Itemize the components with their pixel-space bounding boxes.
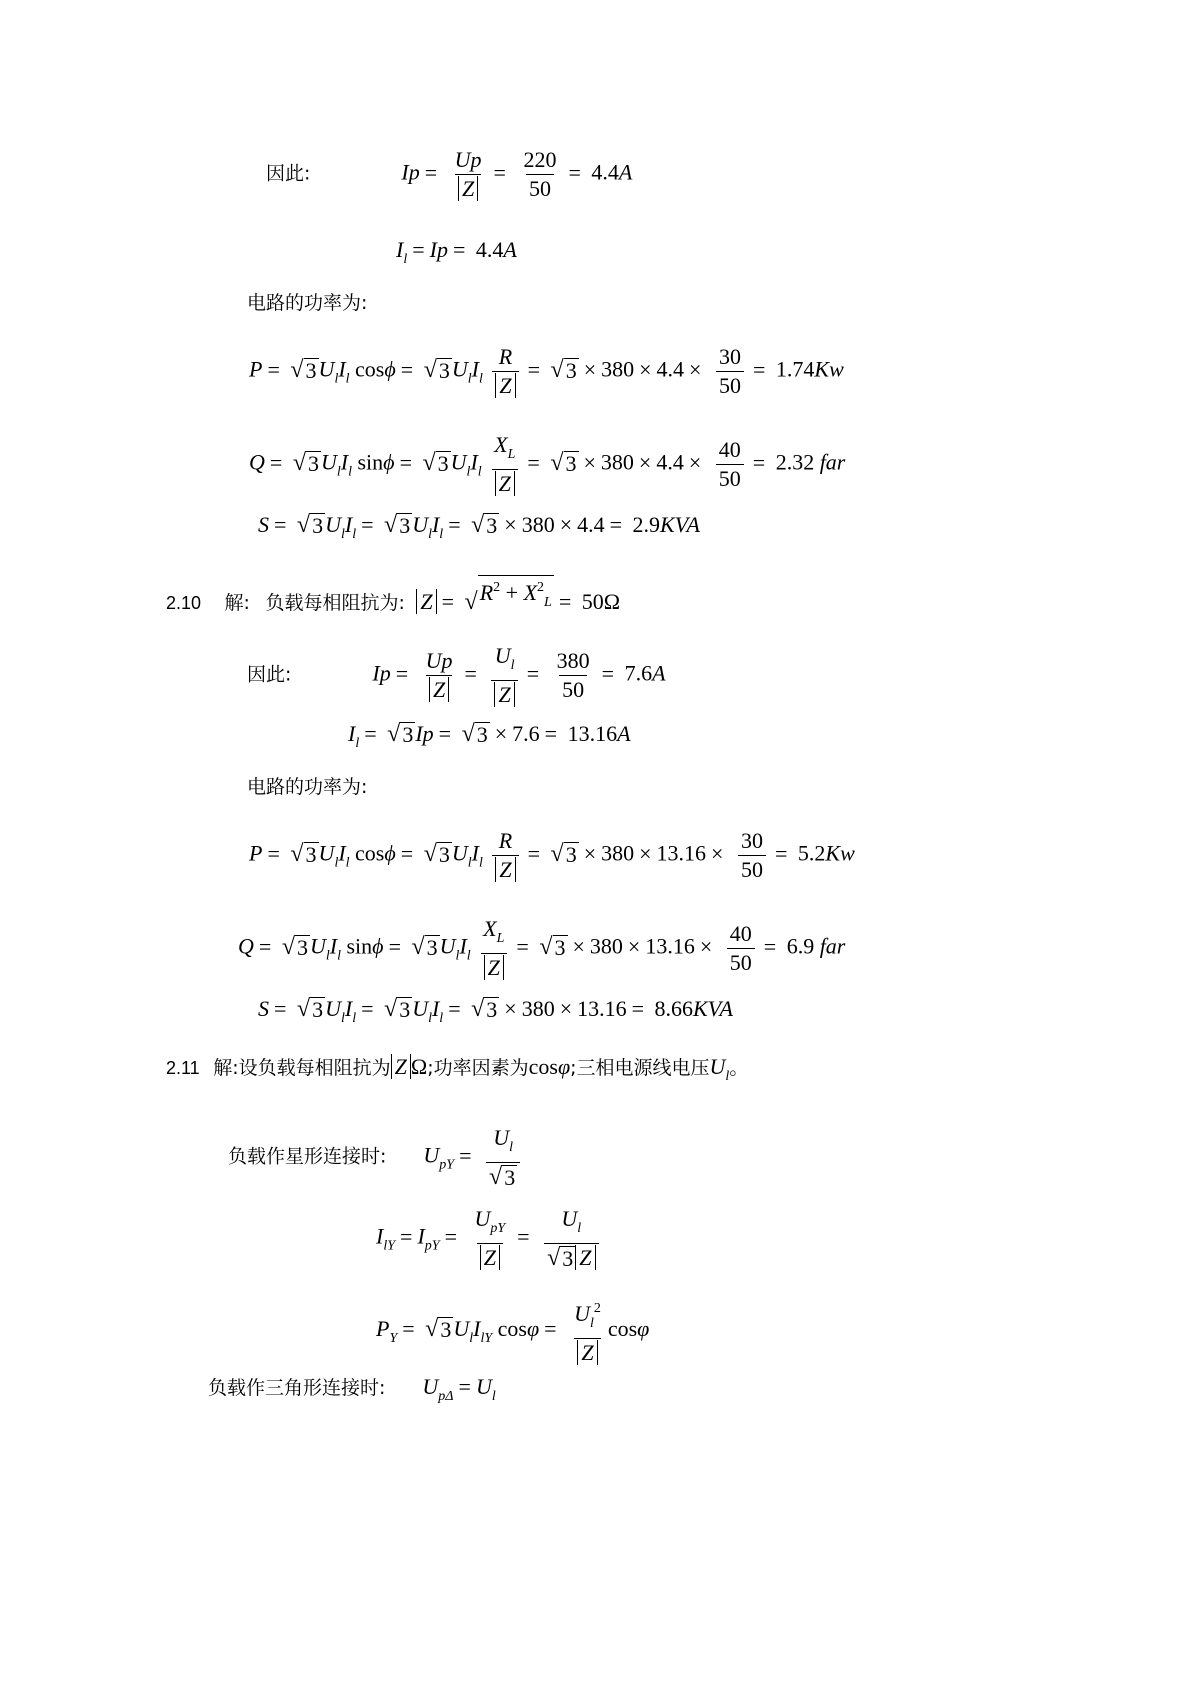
section-2-10-heading: 2.10 解: 负载每相阻抗为: Z = √ $R^2 + X^2_L$ = 50Ω: [166, 575, 620, 617]
s-29-value: 2.9: [632, 512, 661, 537]
power-intro-210: 电路的功率为:: [247, 776, 368, 798]
section-2-11-text-c: ;三相电源线电压: [570, 1057, 710, 1079]
il-29-value: 4.4: [475, 237, 504, 262]
formula-ip-29: 因此: Ip = $\frac{Up}{Z}$ = $\frac{220}{50}$ = 4.4A: [266, 147, 633, 201]
section-2-11-heading: 2.11 解:设负载每相阻抗为 Z Ω;功率因素为cosφ;三相电源线电压$U_l$。: [166, 1054, 749, 1084]
formula-p-29: P = √ 3 $U_lI_l$ cosϕ = √ 3 $U_lI_l$ $\frac{R}{Z}$ = √ 3 × 380 × 4.4 × $\frac{30}{50}$ = 1.74Kw: [249, 344, 844, 398]
formula-s-29: S = √ 3 $U_lI_l$ = √ 3 $U_lI_l$ = √ 3 × 380 × 4.4 = 2.9KVA: [258, 512, 700, 542]
delta-connection-label: 负载作三角形连接时:: [208, 1377, 386, 1399]
section-2-11-text-a: 解:设负载每相阻抗为: [213, 1057, 391, 1079]
unit-a: A: [618, 159, 633, 185]
p-210-value: 5.2: [797, 840, 826, 866]
q-29-value: 2.32: [775, 449, 815, 475]
q-210-value: 6.9: [786, 933, 815, 959]
unit-ohm: Ω: [603, 589, 621, 614]
s-210-value: 8.66: [654, 996, 694, 1021]
unit-a: A: [617, 721, 631, 746]
formula-q-29: Q = √ 3 $U_lI_l$ sinϕ = √ 3 $U_lI_l$ $\frac{X_L}{Z}$ = √ 3 × 380 × 4.4 × $\frac{40}{50}$ = 2.32 far: [249, 432, 846, 496]
formula-upy: 负载作星形连接时: $U_{pY}$ = $U_l$ √ 3: [228, 1125, 524, 1190]
unit-far: far: [819, 449, 846, 475]
unit-kw: Kw: [825, 840, 855, 866]
unit-ohm: Ω: [410, 1054, 428, 1079]
unit-kw: Kw: [814, 356, 844, 382]
unit-a: A: [652, 660, 666, 686]
formula-upd: 负载作三角形连接时: $U_{p\Delta} = U_l$: [208, 1374, 496, 1404]
formula-ily: $I_{lY} = I_{pY}$ = $U_{pY}$ Z = $U_l$ √ 3 Z: [376, 1206, 603, 1271]
therefore-label: 因此:: [266, 162, 311, 185]
therefore-label: 因此:: [247, 663, 292, 686]
formula-py: $P_Y$ = √ 3 $U_lI_{lY}$ cosφ = $\frac{U_l^2}{Z}$ cosφ: [376, 1301, 650, 1365]
p-29-value: 1.74: [775, 356, 815, 382]
star-connection-label: 负载作星形连接时:: [228, 1145, 387, 1168]
formula-s-210: S = √ 3 $U_lI_l$ = √ 3 $U_lI_l$ = √ 3 × 380 × 13.16 = 8.66KVA: [258, 996, 733, 1026]
unit-kva: KVA: [693, 996, 733, 1021]
z-210-value: 50: [581, 589, 604, 614]
unit-kva: KVA: [660, 512, 700, 537]
ip-29-value: 4.4: [591, 159, 619, 185]
solution-label: 解:: [224, 592, 250, 614]
formula-ip-210: 因此: Ip = $\frac{Up}{Z}$ = $\frac{U_l}{Z}$ = $\frac{380}{50}$ = 7.6A: [247, 643, 666, 707]
formula-q-210: Q = √ 3 $U_lI_l$ sinϕ = √ 3 $U_lI_l$ $\frac{X_L}{Z}$ = √ 3 × 380 × 13.16 × $\frac{40}{50}$ = 6.9 far: [238, 916, 846, 980]
section-2-11-text-end: 。: [729, 1057, 749, 1079]
ip-210-value: 7.6: [624, 660, 653, 686]
power-intro-29: 电路的功率为:: [247, 292, 368, 314]
unit-a: A: [503, 237, 517, 262]
formula-il-29: $I_l = Ip = 4.4A$: [396, 237, 517, 267]
section-2-11-text-b: ;功率因素为: [427, 1057, 529, 1079]
unit-far: far: [819, 933, 846, 959]
formula-p-210: P = √ 3 $U_lI_l$ cosϕ = √ 3 $U_lI_l$ $\frac{R}{Z}$ = √ 3 × 380 × 13.16 × $\frac{30}{50}$ = 5.2Kw: [249, 828, 855, 882]
formula-il-210: $I_l$ = √ 3 Ip = √ 3 × 7.6 = 13.16A: [348, 721, 631, 751]
section-number: 2.10: [166, 593, 202, 613]
load-impedance-intro: 负载每相阻抗为:: [265, 592, 405, 614]
il-210-value: 13.16: [567, 721, 618, 746]
section-number: 2.11: [166, 1058, 200, 1078]
